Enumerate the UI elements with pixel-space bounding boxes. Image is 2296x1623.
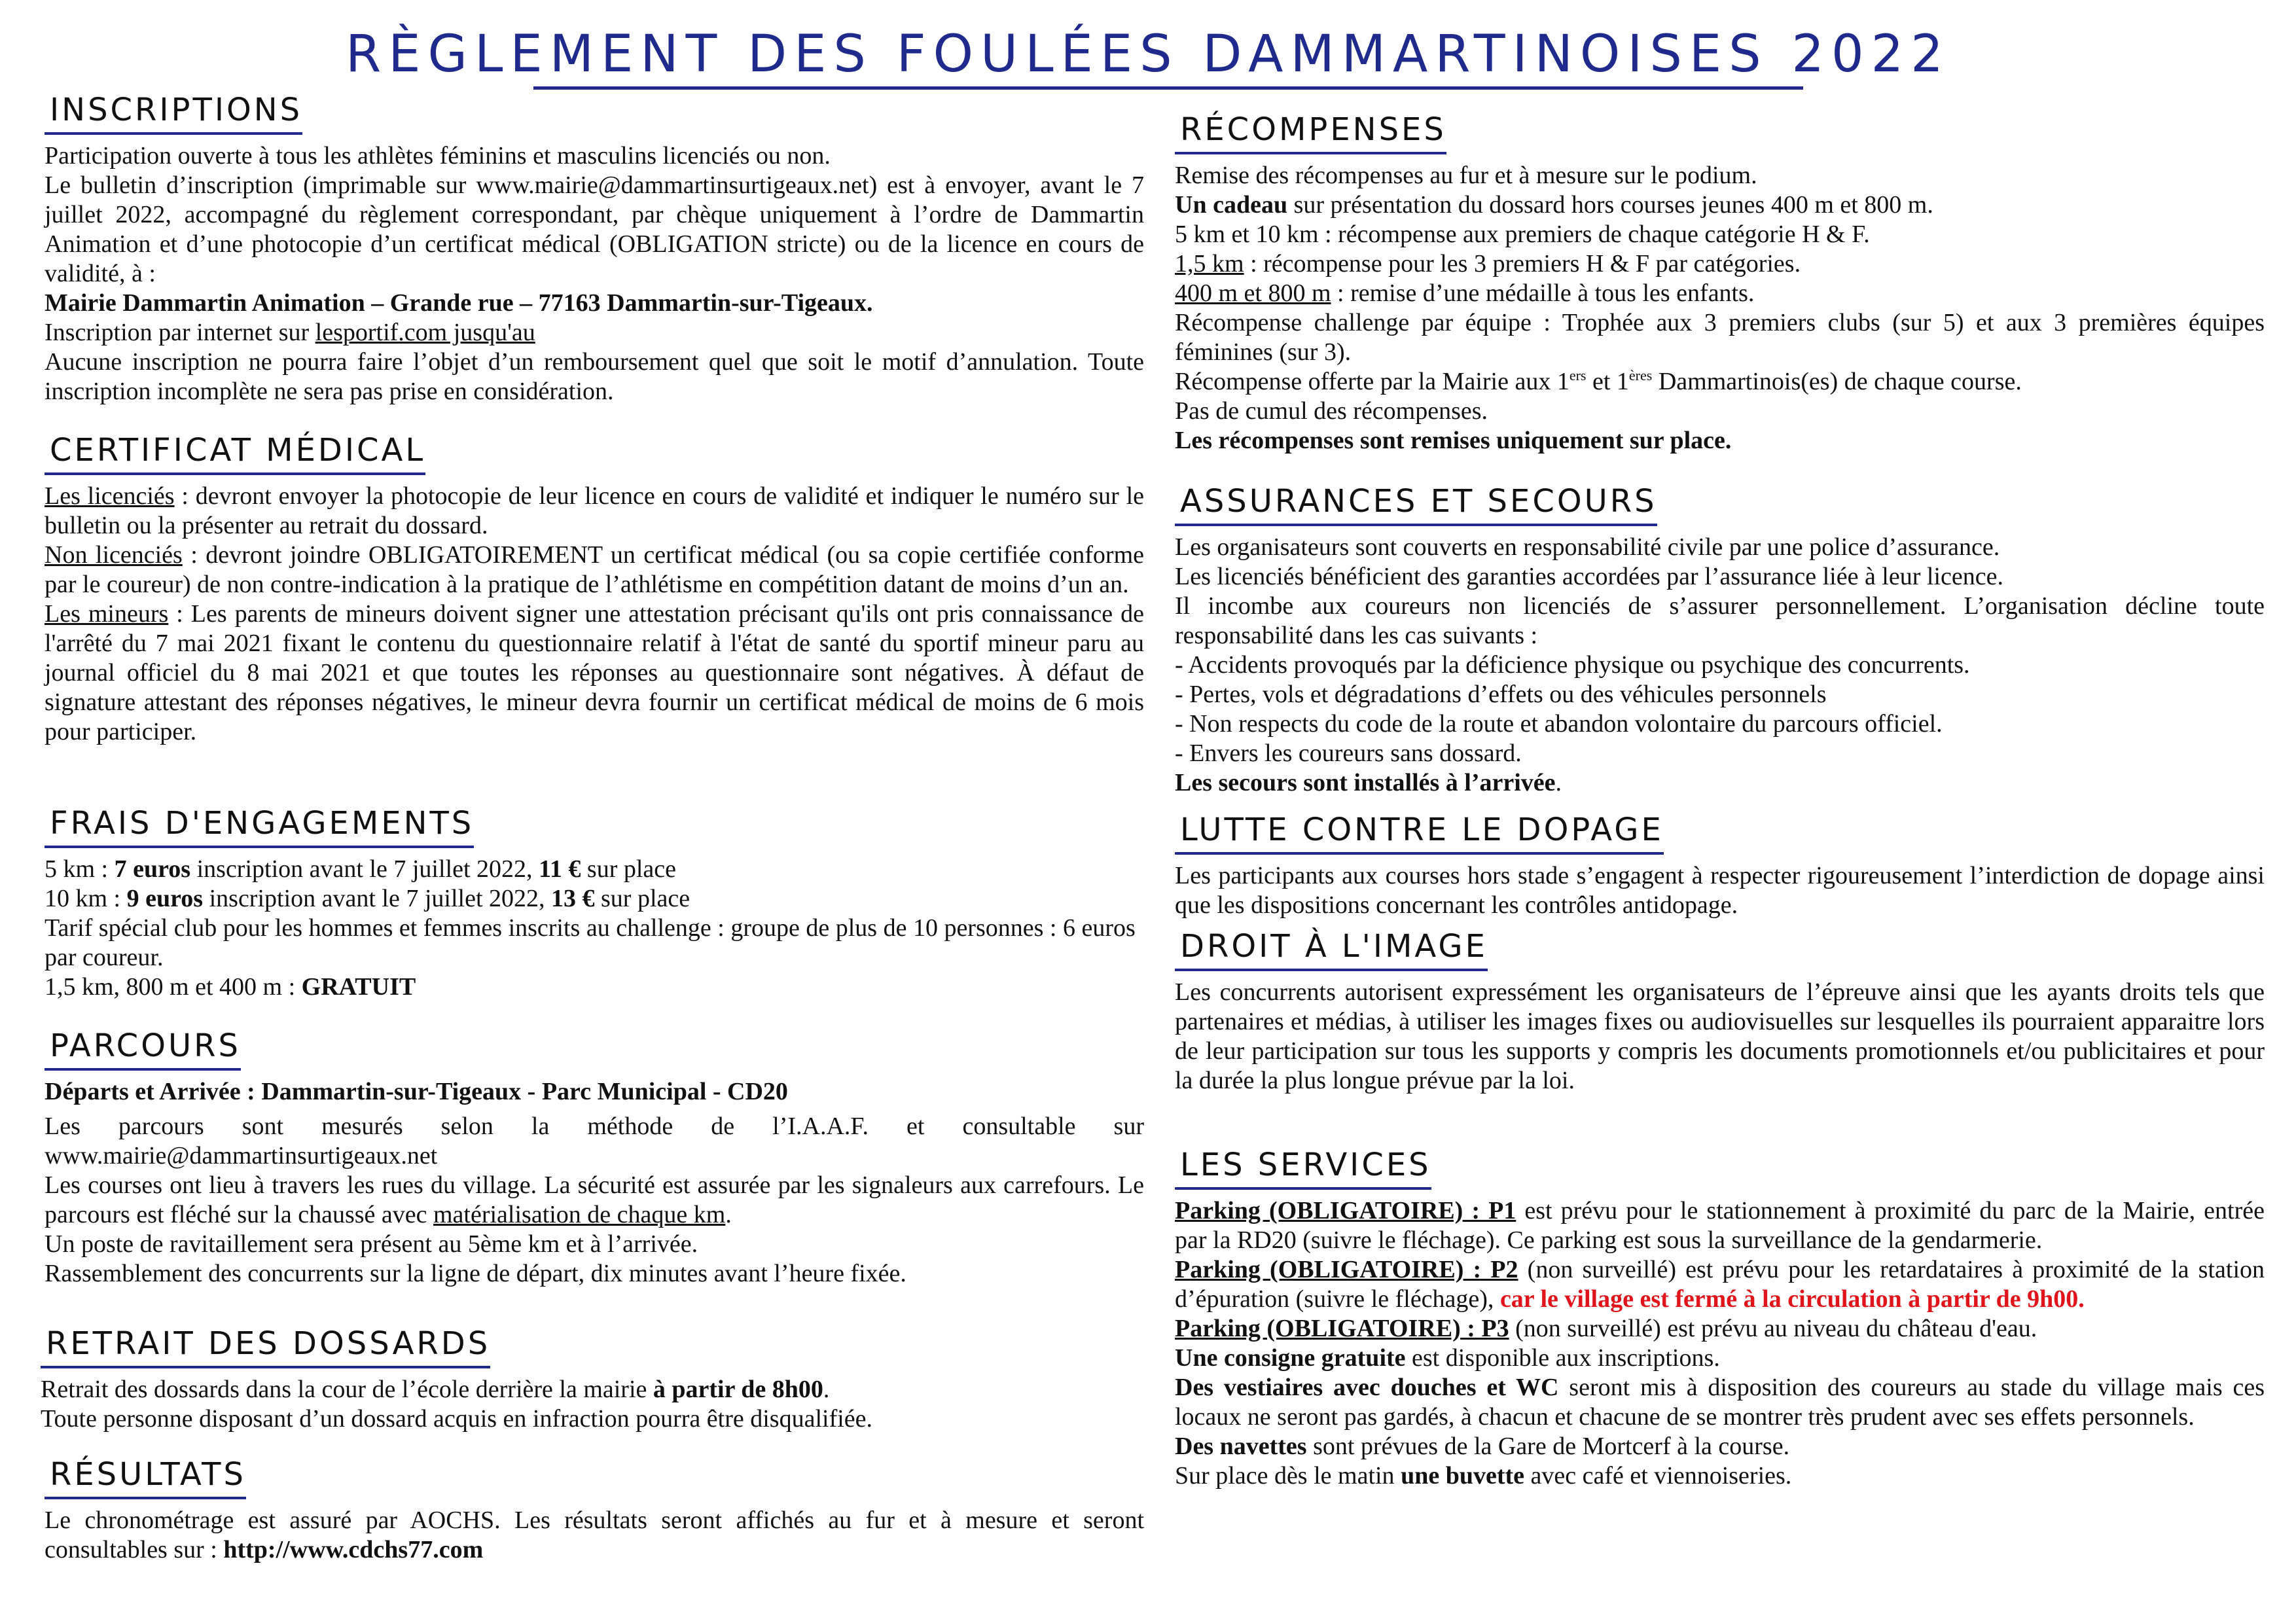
section-inscriptions — [45, 92, 1144, 406]
buvette-text-a: Sur place dès le matin — [1175, 1462, 1401, 1489]
recompenses-mairie — [1175, 367, 2265, 397]
heading-assurances: ASSURANCES ET SECOURS — [1175, 483, 1657, 526]
cadeau-text: sur présentation du dossard hors courses jeunes 400 m et 800 m. — [1287, 191, 1933, 219]
resultats-chrono: Le chronométrage est assuré par AOCHS. Les résultats seront affichés au fur et à mesure et seront consultables sur : — [45, 1507, 1144, 1563]
parking-p3-text: (non surveillé) est prévu au niveau du château d'eau. — [1509, 1315, 2037, 1342]
services-buvette — [1175, 1461, 2265, 1491]
mairie-text-c: Dammartinois(es) de chaque course. — [1652, 368, 2022, 395]
heading-dopage: LUTTE CONTRE LE DOPAGE — [1175, 812, 1664, 855]
navettes-label: Des navettes — [1175, 1433, 1307, 1460]
mineurs-label: Les mineurs — [45, 600, 169, 628]
services-navettes — [1175, 1432, 2265, 1461]
frais-gratuit: GRATUIT — [301, 973, 416, 1001]
recompenses-sur-place: Les récompenses sont remises uniquement sur place. — [1175, 427, 1732, 454]
dopage-text: Les participants aux courses hors stade s’engagent à respecter rigoureusement l’interdiction de dopage ainsi que les dispositions concernant les contrôles antidopage. — [1175, 862, 2265, 919]
services-parking-p2 — [1175, 1255, 2265, 1314]
frais-10km — [45, 884, 1144, 914]
recompenses-cadeau — [1175, 190, 2265, 220]
section-retrait — [41, 1325, 1140, 1434]
frais-jeunes — [45, 972, 1144, 1002]
consigne-text: est disponible aux inscriptions. — [1405, 1344, 1720, 1372]
parking-p2-warning: car le village est fermé à la circulation à partir de 9h00. — [1499, 1285, 2085, 1313]
licencies-label: Les licenciés — [45, 482, 175, 510]
heading-certificat: CERTIFICAT MÉDICAL — [45, 432, 425, 475]
retrait-heure: à partir de 8h00 — [653, 1376, 823, 1403]
services-consigne — [1175, 1344, 2265, 1373]
vestiaires-text: seront mis à disposition des coureurs au stade du village mais ces locaux ne seront pas gardés, à chacun et chacune de se montrer très prudent avec ses effets personnels. — [1175, 1374, 2265, 1431]
recompenses-challenge: Récompense challenge par équipe : Trophée aux 3 premiers clubs (sur 5) et aux 3 premières équipes féminines (sur 3). — [1175, 309, 2265, 366]
assurances-non-licencies: Il incombe aux coureurs non licenciés de s’assurer personnellement. L’organisation décline toute responsabilité dans les cas suivants : — [1175, 592, 2265, 649]
frais-10km-text: inscription avant le 7 juillet 2022, — [203, 885, 552, 912]
parking-p3-label: Parking (OBLIGATOIRE) : P3 — [1175, 1315, 1509, 1342]
inscriptions-internet — [45, 318, 1144, 348]
heading-services: LES SERVICES — [1175, 1147, 1431, 1190]
frais-5km-onsite-price: 11 € — [539, 855, 581, 883]
image-text: Les concurrents autorisent expressément les organisateurs de l’épreuve ainsi que les ayants droits tels que partenaires et médias, à utiliser les images fixes ou audiovisuelles sur lesquelles ils pourraient apparaitre lors de leur participation sur tous les supports y compris les documents promotionnels et/ou publicitaires et pour la durée la plus longue prévue par la loi. — [1175, 978, 2265, 1094]
services-vestiaires — [1175, 1373, 2265, 1432]
buvette-label: une buvette — [1401, 1462, 1525, 1489]
page-title: RÈGLEMENT DES FOULÉES DAMMARTINOISES 2022 — [346, 25, 1950, 84]
assurances-organisateurs: Les organisateurs sont couverts en responsabilité civile par une police d’assurance. — [1175, 533, 2000, 561]
frais-5km — [45, 855, 1144, 884]
assurances-licencies: Les licenciés bénéficient des garanties accordées par l’assurance liée à leur licence. — [1175, 563, 2003, 590]
certificat-non-licencies — [45, 541, 1144, 599]
frais-club: Tarif spécial club pour les hommes et femmes inscrits au challenge : groupe de plus de 10 personnes : 6 euros par coureur. — [45, 914, 1136, 971]
mairie-text-b: et 1 — [1586, 368, 1629, 395]
assurances-accidents: - Accidents provoqués par la déficience physique ou psychique des concurrents. — [1175, 651, 1970, 679]
heading-recompenses: RÉCOMPENSES — [1175, 111, 1446, 154]
frais-5km-label: 5 km : — [45, 855, 115, 883]
title-underline — [533, 86, 1803, 90]
recompenses-1-5km — [1175, 249, 2265, 279]
heading-image: DROIT À L'IMAGE — [1175, 928, 1488, 971]
frais-10km-onsite: sur place — [594, 885, 691, 912]
section-image — [1175, 928, 2265, 1096]
frais-5km-price: 7 euros — [114, 855, 191, 883]
internet-label: Inscription par internet sur — [45, 319, 315, 346]
cadeau-label: Un cadeau — [1175, 191, 1288, 219]
navettes-text: sont prévues de la Gare de Mortcerf à la course. — [1306, 1433, 1790, 1460]
sup-ers: ers — [1569, 367, 1587, 383]
certificat-licencies — [45, 482, 1144, 541]
assurances-pertes: - Pertes, vols et dégradations d’effets ou des véhicules personnels — [1175, 681, 1827, 708]
retrait-lieu — [41, 1375, 1140, 1404]
heading-frais: FRAIS D'ENGAGEMENTS — [45, 805, 474, 848]
mineurs-text: : Les parents de mineurs doivent signer une attestation précisant qu'ils ont pris connaissance de l'arrêté du 7 mai 2021 fixant le contenu du questionnaire relatif à l'état de santé du sportif mineur paru au journal officiel du 8 mai 2021 et que toutes les réponses au questionnaire sont négatives. À défaut de signature attestant des réponses négatives, le mineur devra fournir un certificat médical de moins de 6 mois pour participer. — [45, 600, 1144, 745]
parking-p2-text: (non surveillé) est prévu pour les retardataires à proximité de la station d’épuration (suivre le fléchage), — [1175, 1256, 2265, 1313]
frais-jeunes-label: 1,5 km, 800 m et 400 m : — [45, 973, 302, 1001]
parcours-courses — [45, 1171, 1144, 1230]
recompenses-400-800-text: : remise d’une médaille à tous les enfants. — [1331, 279, 1755, 307]
recompenses-400-800m — [1175, 279, 2265, 308]
inscriptions-bulletin: Le bulletin d’inscription (imprimable sur www.mairie@dammartinsurtigeaux.net) est à envoyer, avant le 7 juillet 2022, accompagné du règlement correspondant, par chèque uniquement à l’ordre de Dammartin Animation et d’une photocopie d’un certificat médical (OBLIGATION stricte) ou de la licence en cours de validité, à : — [45, 171, 1144, 287]
parking-p1-label: Parking (OBLIGATOIRE) : P1 — [1175, 1197, 1516, 1224]
heading-resultats: RÉSULTATS — [45, 1456, 246, 1499]
parcours-rassemblement: Rassemblement des concurrents sur la ligne de départ, dix minutes avant l’heure fixée. — [45, 1260, 906, 1287]
parcours-depart: Départs et Arrivée : Dammartin-sur-Tigeaux - Parc Municipal - CD20 — [45, 1078, 788, 1105]
frais-10km-label: 10 km : — [45, 885, 127, 912]
sup-eres: ères — [1628, 367, 1653, 383]
inscriptions-address: Mairie Dammartin Animation – Grande rue – 77163 Dammartin-sur-Tigeaux. — [45, 289, 873, 317]
assurances-sans-dossard: - Envers les coureurs sans dossard. — [1175, 740, 1522, 767]
licencies-text: : devront envoyer la photocopie de leur licence en cours de validité et indiquer le numéro sur le bulletin ou la présenter au retrait du dossard. — [45, 482, 1145, 539]
heading-inscriptions: INSCRIPTIONS — [45, 92, 302, 135]
services-parking-p3 — [1175, 1314, 2265, 1344]
secours-end: . — [1555, 769, 1562, 796]
recompenses-remise: Remise des récompenses au fur et à mesure sur le podium. — [1175, 162, 1757, 189]
frais-5km-text: inscription avant le 7 juillet 2022, — [190, 855, 539, 883]
recompenses-400-800-label: 400 m et 800 m — [1175, 279, 1331, 307]
certificat-mineurs — [45, 599, 1144, 747]
section-certificat — [45, 432, 1144, 747]
retrait-text: Retrait des dossards dans la cour de l’école derrière la mairie — [41, 1376, 653, 1403]
resultats-text — [45, 1506, 1144, 1565]
consigne-label: Une consigne gratuite — [1175, 1344, 1406, 1372]
inscriptions-remboursement: Aucune inscription ne pourra faire l’objet d’un remboursement quel que soit le motif d’annulation. Toute inscription incomplète ne sera pas prise en considération. — [45, 348, 1144, 405]
section-assurances — [1175, 483, 2265, 798]
assurances-code-route: - Non respects du code de la route et abandon volontaire du parcours officiel. — [1175, 710, 1943, 738]
frais-10km-price: 9 euros — [126, 885, 204, 912]
heading-retrait: RETRAIT DES DOSSARDS — [41, 1325, 490, 1368]
section-frais — [45, 805, 1144, 1002]
parcours-ravitaillement: Un poste de ravitaillement sera présent au 5ème km et à l’arrivée. — [45, 1230, 698, 1258]
secours-text: Les secours sont installés à l’arrivée — [1175, 769, 1556, 796]
non-licencies-label: Non licenciés — [45, 541, 183, 569]
inscriptions-participation: Participation ouverte à tous les athlètes féminins et masculins licenciés ou non. — [45, 142, 831, 169]
section-resultats — [45, 1456, 1144, 1565]
recompenses-1-5km-label: 1,5 km — [1175, 250, 1244, 277]
parking-p2-label: Parking (OBLIGATOIRE) : P2 — [1175, 1256, 1518, 1283]
non-licencies-text: : devront joindre OBLIGATOIREMENT un certificat médical (ou sa copie certifiée conforme par le coureur) de non contre-indication à la pratique de l’athlétisme en compétition datant de moins d’un an. — [45, 541, 1144, 598]
services-parking-p1 — [1175, 1196, 2265, 1255]
recompenses-cumul: Pas de cumul des récompenses. — [1175, 397, 1488, 425]
lesportif-link[interactable]: lesportif.com jusqu'au — [315, 319, 535, 346]
recompenses-5-10km: 5 km et 10 km : récompense aux premiers de chaque catégorie H & F. — [1175, 221, 1870, 248]
heading-parcours: PARCOURS — [45, 1027, 241, 1071]
parcours-km-marker: matérialisation de chaque km — [433, 1201, 726, 1228]
parking-p1-text: est prévu pour le stationnement à proximité du parc de la Mairie, entrée par la RD20 (suivre le fléchage). Ce parking est sous la surveillance de la gendarmerie. — [1175, 1197, 2265, 1254]
buvette-text-c: avec café et viennoiseries. — [1524, 1462, 1792, 1489]
resultats-link[interactable]: http://www.cdchs77.com — [223, 1536, 484, 1563]
retrait-end: . — [823, 1376, 830, 1403]
vestiaires-label: Des vestiaires avec douches et WC — [1175, 1374, 1559, 1401]
parcours-mesure: Les parcours sont mesurés selon la méthode de l’I.A.A.F. et consultable sur www.mairie@dammartinsurtigeaux.net — [45, 1113, 1144, 1169]
parcours-courses-text: Les courses ont lieu à travers les rues du village. La sécurité est assurée par les signaleurs aux carrefours. Le parcours est fléché sur la chaussé avec — [45, 1171, 1144, 1228]
assurances-secours — [1175, 768, 2265, 798]
section-parcours — [45, 1027, 1144, 1289]
recompenses-1-5km-text: : récompense pour les 3 premiers H & F par catégories. — [1244, 250, 1801, 277]
retrait-infraction: Toute personne disposant d’un dossard acquis en infraction pourra être disqualifiée. — [41, 1405, 873, 1433]
frais-10km-onsite-price: 13 € — [551, 885, 595, 912]
section-services — [1175, 1147, 2265, 1491]
section-dopage — [1175, 812, 2265, 920]
mairie-text-a: Récompense offerte par la Mairie aux 1 — [1175, 368, 1570, 395]
section-recompenses — [1175, 111, 2265, 455]
frais-5km-onsite: sur place — [581, 855, 677, 883]
parcours-courses-end: . — [725, 1201, 732, 1228]
